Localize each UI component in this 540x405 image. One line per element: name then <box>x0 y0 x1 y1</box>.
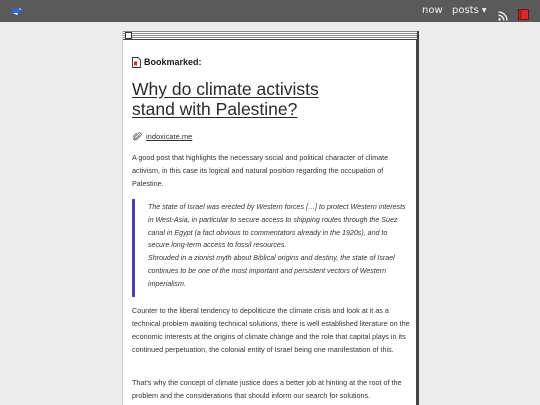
post-title-line-2: stand with Palestine? <box>132 99 298 119</box>
nav-now-link[interactable]: now <box>422 5 443 16</box>
bookmark-label: Bookmarked: <box>144 57 202 67</box>
quote-paragraph-2: Shrouded in a zionist myth about Biblical origins and destiny, the state of Israel continues to be one of the most important and persistent vectors of Western imperialism. <box>148 254 395 288</box>
intro-paragraph: A good post that highlights the necessary social and political character of climate activism, in this case its logical and natural position regarding the occupation of Palestine. <box>132 153 389 188</box>
source-link[interactable]: indoxicate.me <box>146 131 193 141</box>
rss-icon[interactable] <box>498 6 508 16</box>
post-title-line-1: Why do climate activists <box>132 79 319 99</box>
body-paragraph-2: That's why the concept of climate justice does a better job at hinting at the root of the problem and the considerations that should inform our search for solutions. <box>132 378 402 400</box>
quote-paragraph-1: The state of Israel was erected by Western forces […] to protect Western interests in West-Asia, in particular to secure access to shipping routes through the Suez canal in Egypt (a fact obvious to commentators already in the 1920s), and to secure long-term access to fossil resources. <box>148 203 406 250</box>
card-title-bar <box>123 31 417 40</box>
blockquote <box>132 199 410 297</box>
bookmark-post-card <box>122 31 419 405</box>
bird-logo-icon[interactable] <box>9 4 25 18</box>
book-icon[interactable] <box>518 5 529 16</box>
body-paragraph-1: Counter to the liberal tendency to depoliticize the climate crisis and look at it as a technical problem awaiting technical solutions, there is well established literature on the economic interests at the origins of climate change and the role that capital plays in its continued perpetuation, the colonial entity of Israel being one manifestation of this. <box>132 306 410 354</box>
paperclip-icon <box>133 132 142 141</box>
nav-posts-label: posts <box>452 5 479 16</box>
nav-posts-menu[interactable] <box>452 0 486 22</box>
bookmark-icon <box>132 57 141 68</box>
top-navigation-bar <box>0 0 540 22</box>
chevron-down-icon: ▼ <box>481 7 487 14</box>
source-link-row <box>133 130 192 142</box>
bookmark-heading <box>132 55 202 69</box>
close-box-icon[interactable] <box>125 32 132 39</box>
post-title[interactable] <box>132 79 402 119</box>
